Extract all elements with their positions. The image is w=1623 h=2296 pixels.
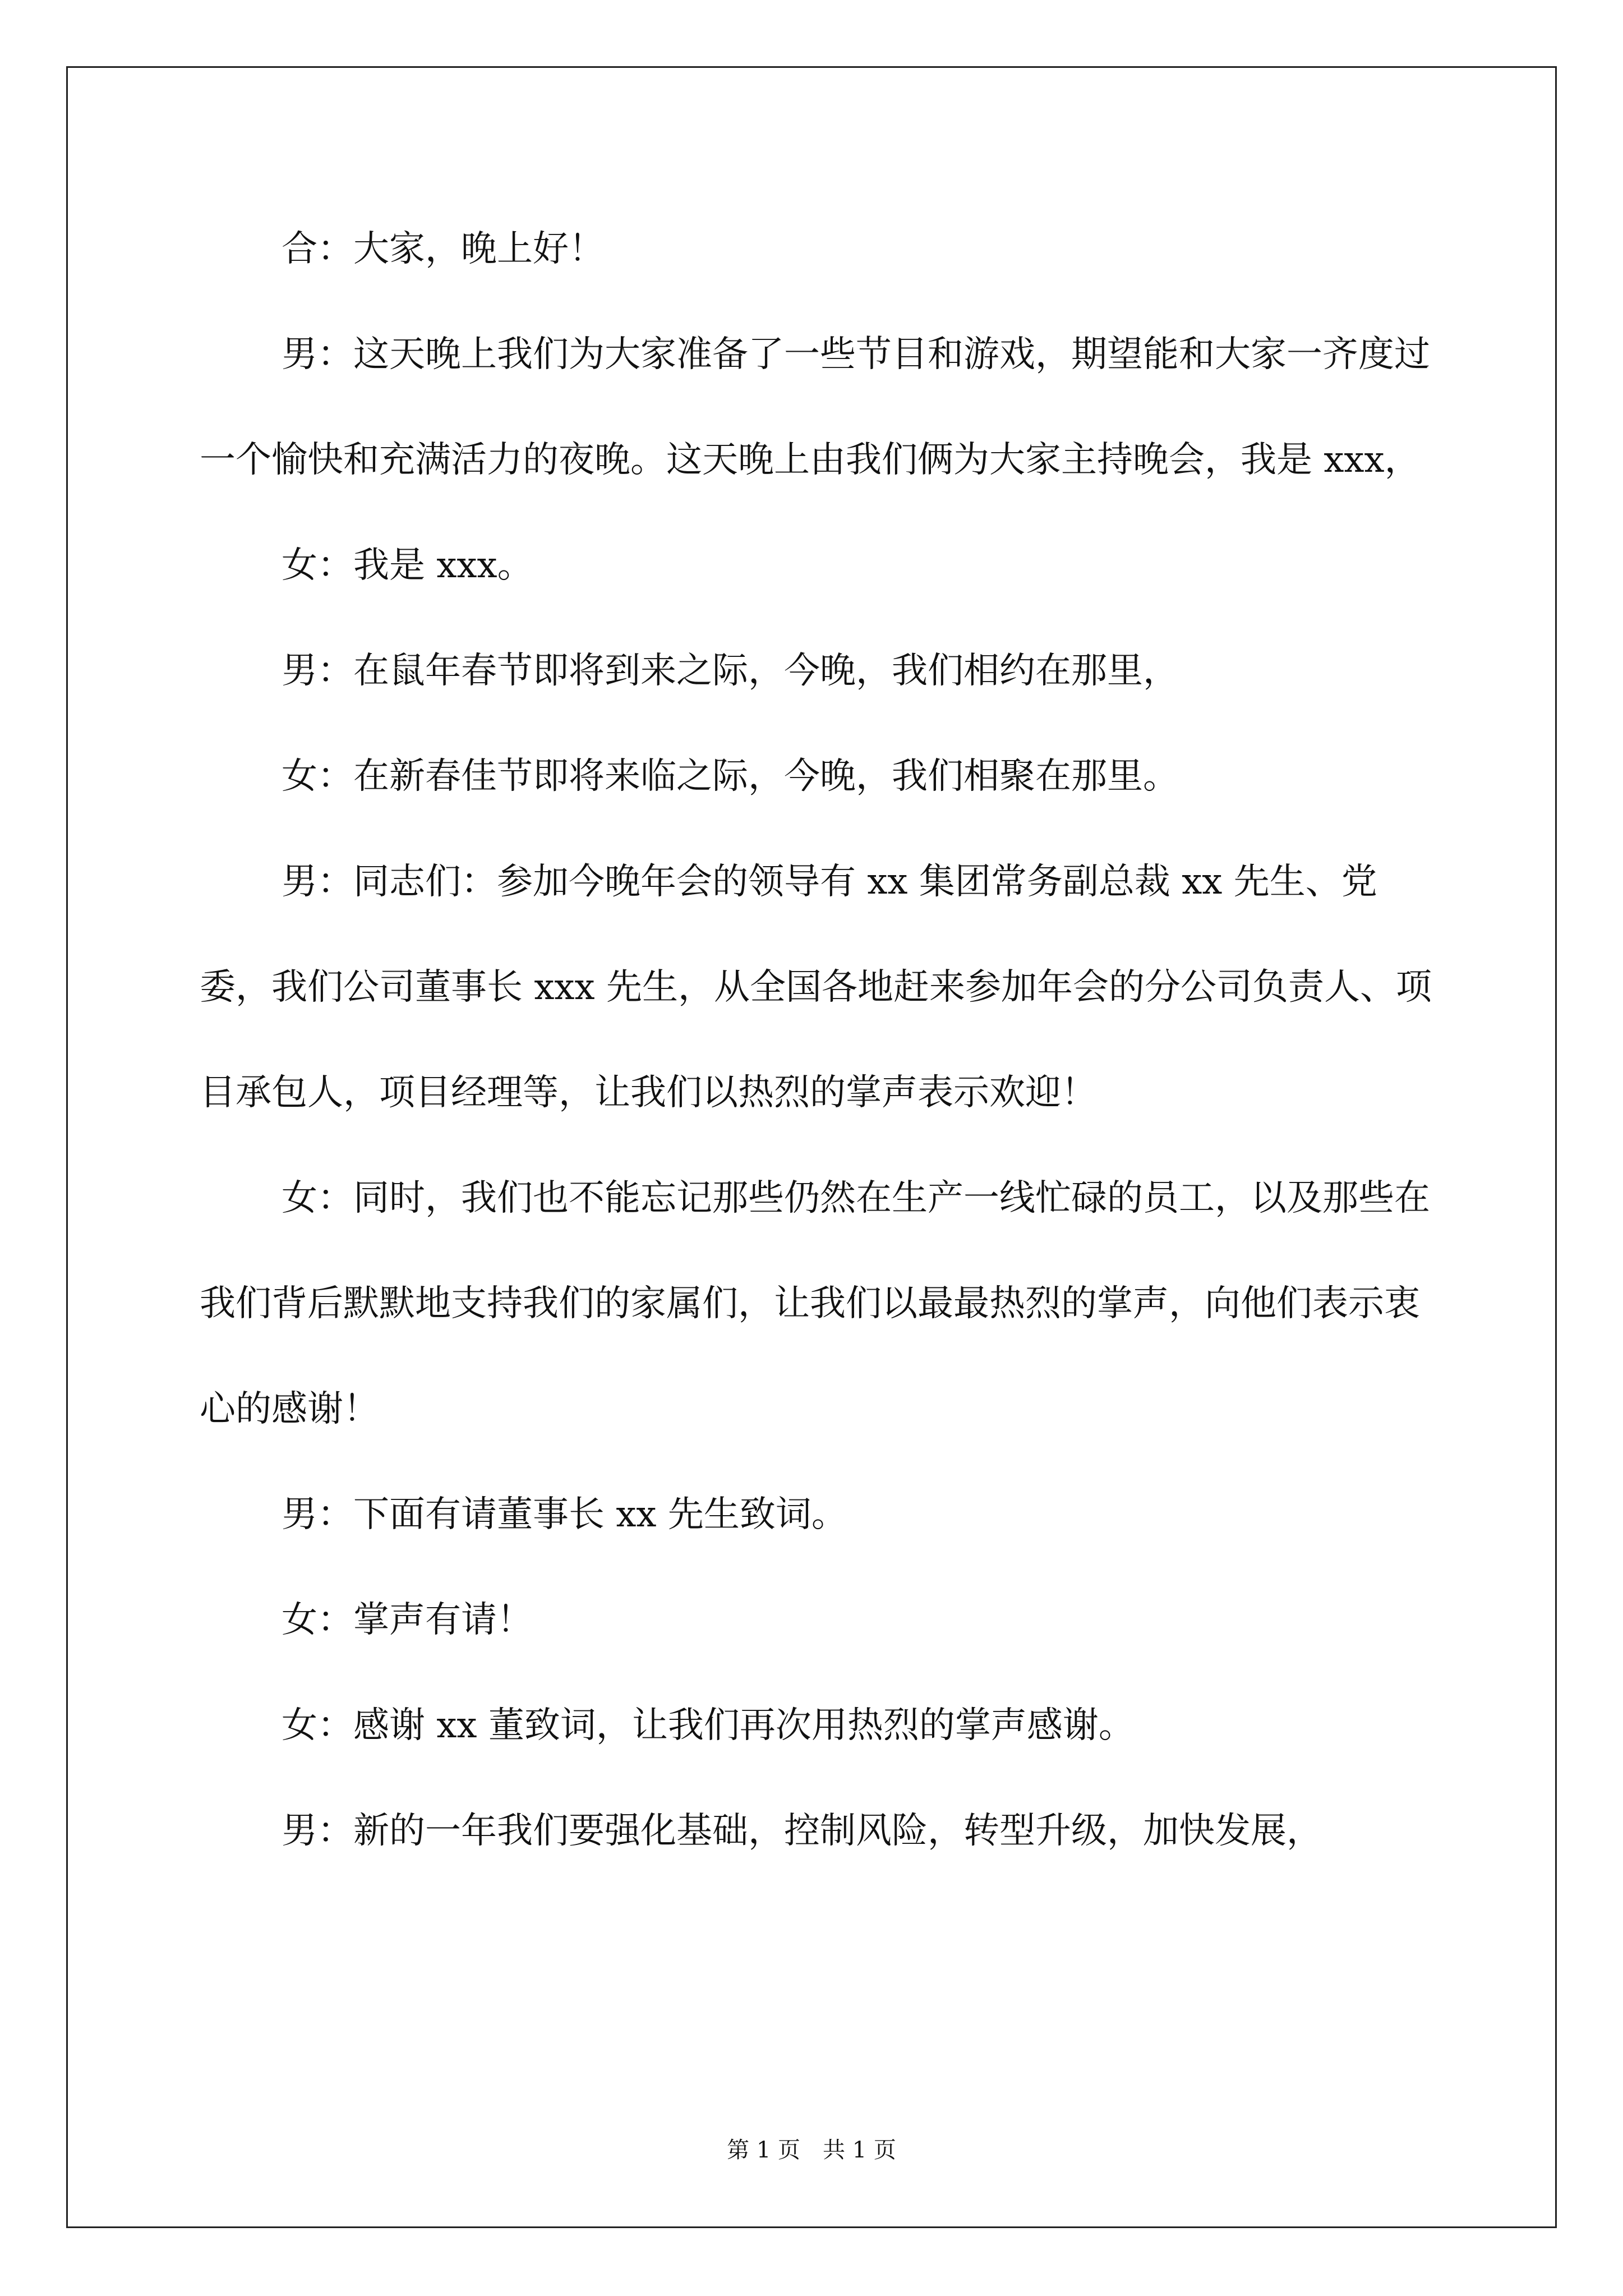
paragraph-7: 女：同时，我们也不能忘记那些仍然在生产一线忙碌的员工，以及那些在我们背后默默地支持我们的家属们，让我们以最最热烈的掌声，向他们表示衷心的感谢！	[200, 1177, 1430, 1430]
paragraph-2: 男：这天晚上我们为大家准备了一些节目和游戏，期望能和大家一齐度过一个愉快和充满活力的夜晚。这天晚上由我们俩为大家主持晚会，我是 xxx，	[200, 334, 1430, 481]
paragraph-10: 女：感谢 xx 董致词，让我们再次用热烈的掌声感谢。	[282, 1705, 1135, 1746]
paragraph-4: 男：在鼠年春节即将到来之际，今晚，我们相约在那里，	[282, 650, 1179, 692]
paragraph-9: 女：掌声有请！	[282, 1599, 533, 1641]
document-body	[200, 196, 1445, 1884]
paragraph-8: 男：下面有请董事长 xx 先生致词。	[282, 1494, 847, 1535]
paragraph-11: 男：新的一年我们要强化基础，控制风险，转型升级，加快发展，	[282, 1810, 1322, 1852]
page-footer: 第 1 页 共 1 页	[727, 2137, 896, 2163]
paragraph-6: 男：同志们：参加今晚年会的领导有 xx 集团常务副总裁 xx 先生、党委，我们公司董事长 xxx 先生，从全国各地赶来参加年会的分公司负责人、项目承包人，项目经理等，让我们以热烈的掌声表示欢迎！	[200, 861, 1432, 1114]
paragraph-3: 女：我是 xxx。	[282, 545, 533, 586]
paragraph-1: 合：大家，晚上好！	[282, 228, 605, 270]
paragraph-5: 女：在新春佳节即将来临之际，今晚，我们相聚在那里。	[282, 756, 1179, 797]
